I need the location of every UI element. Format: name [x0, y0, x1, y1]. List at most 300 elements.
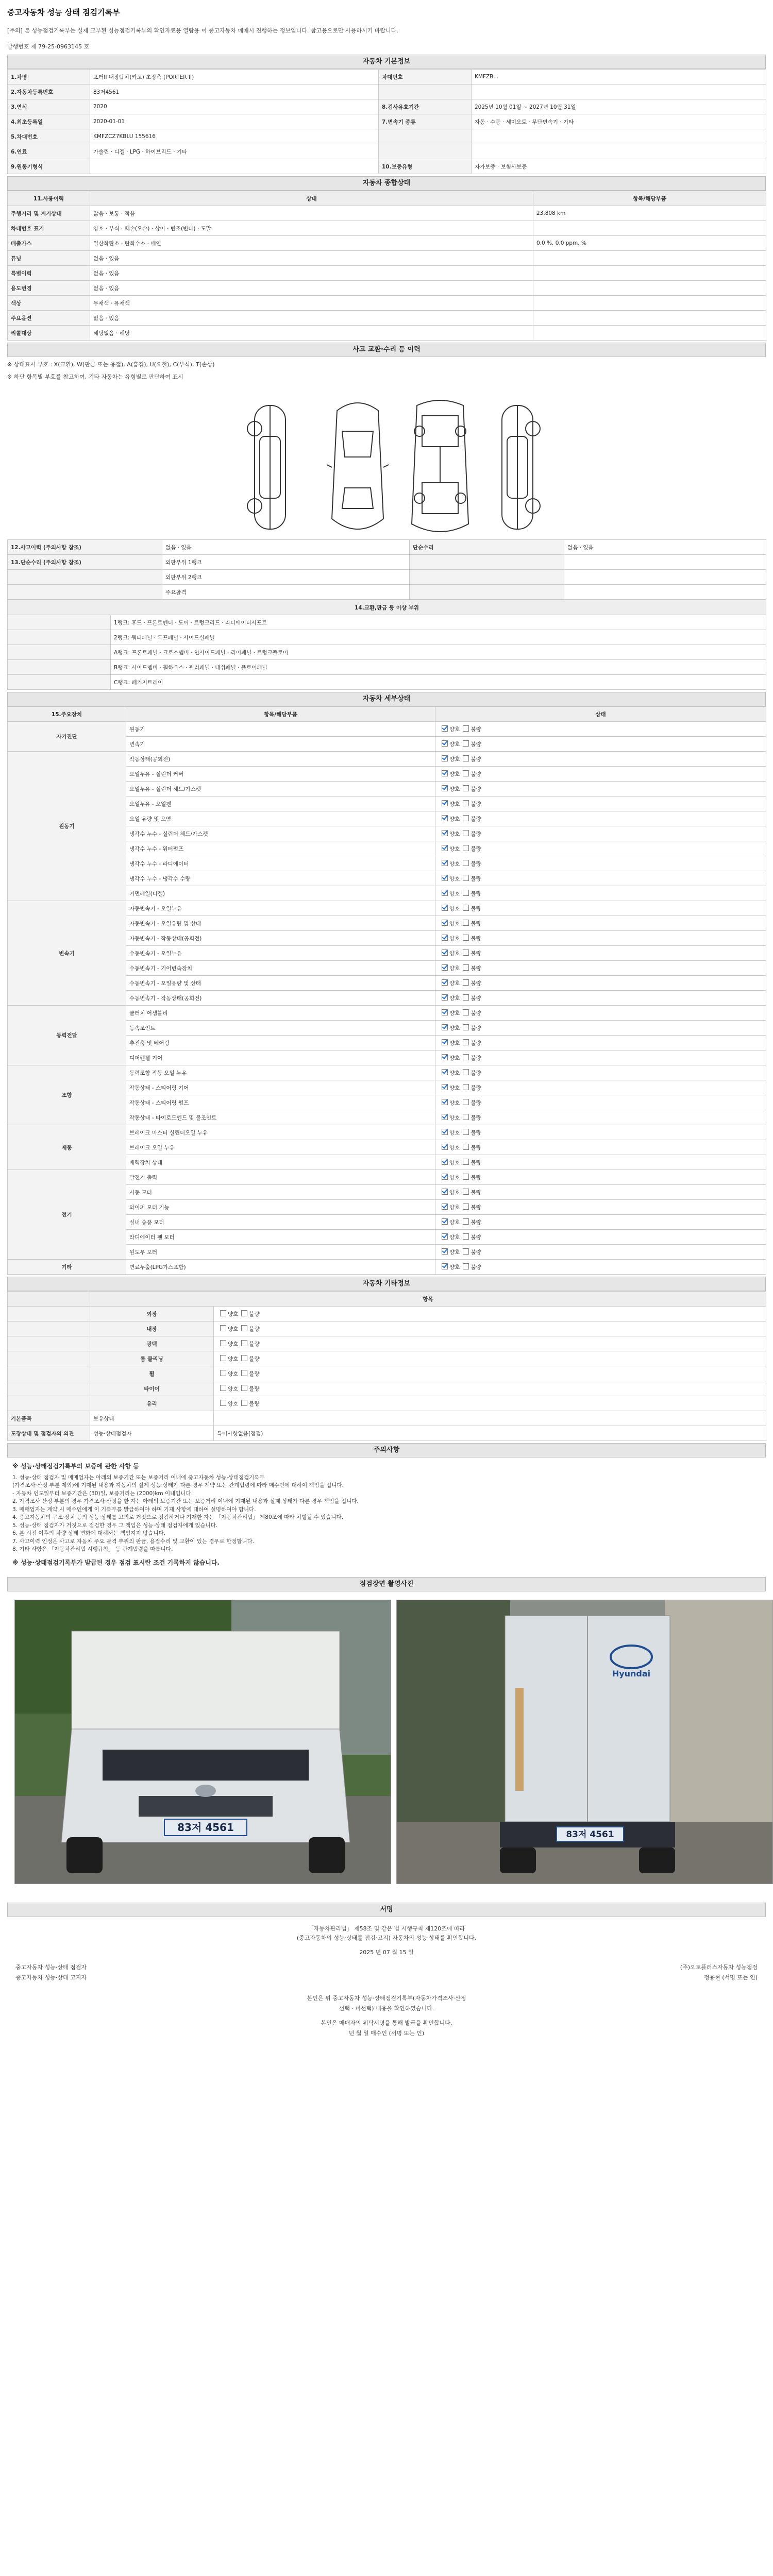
- damage-row: [8, 555, 766, 570]
- caution-line: 6. 본 시점 이후의 차량 상태 변화에 대해서는 책임지지 않습니다.: [12, 1530, 165, 1536]
- detail-state: 양호 불량: [435, 976, 766, 991]
- good-checkbox: [442, 770, 448, 776]
- damage-label: [8, 585, 162, 600]
- detail-state: 양호 불량: [435, 1245, 766, 1260]
- inspector-name: (주)오토플러스자동차 성능점검: [680, 1964, 758, 1971]
- damage-legend-2: ※ 하단 항목별 부호를 참고하여, 기타 자동차는 유형별로 판단하여 표시: [7, 374, 183, 380]
- receipt-block: [0, 1983, 773, 2039]
- detail-item: 오일누유 - 실린더 헤드/가스켓: [126, 782, 435, 796]
- good-checkbox: [442, 785, 448, 791]
- sign-text-1: 「자동차관리법」 제58조 및 같은 법 시행규칙 제120조에 따라: [308, 1925, 465, 1932]
- other-row: [8, 1366, 766, 1381]
- other-state: 양호 불량: [214, 1321, 766, 1336]
- basic-value: 포터II 내장탑차(카고) 초장축 (PORTER II): [90, 70, 379, 84]
- basic-label-2: 차대번호: [379, 70, 472, 84]
- car-outline-diagram: [7, 385, 766, 539]
- damage-row: [8, 540, 766, 555]
- receipt-text-2: 선택 · 미선택) 내용을 확인하였습니다.: [339, 2005, 434, 2012]
- detail-item: 브레이크 마스터 실린더오일 누유: [126, 1125, 435, 1140]
- basic-label: 6.연료: [8, 144, 90, 159]
- other-head: 항목: [90, 1292, 766, 1307]
- parts-row: [8, 675, 766, 690]
- other-extra-value: 보유상태: [90, 1411, 214, 1426]
- bad-checkbox: [463, 1129, 469, 1135]
- detail-group: 제동: [8, 1125, 126, 1170]
- detail-state: 양호 불량: [435, 1260, 766, 1275]
- overall-label: 배출가스: [8, 236, 90, 251]
- overall-row: [8, 326, 766, 341]
- bad-checkbox: [241, 1310, 247, 1316]
- basic-row: [8, 129, 766, 144]
- basic-value-2: 자가보증 · 보험사보증: [472, 159, 766, 174]
- bad-checkbox: [463, 860, 469, 866]
- caution-line: 1. 성능·상태 점검자 및 매매업자는 아래의 보증기간 또는 보증거리 이내에 중고자동차 성능·상태점검기록부: [12, 1474, 265, 1481]
- detail-item: 배력장치 상태: [126, 1155, 435, 1170]
- caution-line: 3. 매매업자는 계약 시 매수인에게 이 기록부를 발급하여야 하며 기재 사항에 대하여 설명하여야 합니다.: [12, 1506, 256, 1513]
- overall-label: 주행거리 및 계기상태: [8, 206, 90, 221]
- other-extra-value-2: [214, 1411, 766, 1426]
- good-checkbox: [442, 994, 448, 1001]
- detail-state: 양호 불량: [435, 1215, 766, 1230]
- detail-item: 클러치 어셈블리: [126, 1006, 435, 1021]
- overall-extra: [533, 266, 766, 281]
- good-checkbox: [442, 890, 448, 896]
- overall-row: [8, 311, 766, 326]
- other-state: 양호 불량: [214, 1396, 766, 1411]
- detail-status-table: [7, 706, 766, 1275]
- other-item: 타이어: [90, 1381, 214, 1396]
- damage-row: [8, 570, 766, 585]
- other-row: [8, 1321, 766, 1336]
- damage-options-2: [564, 555, 766, 570]
- good-checkbox: [442, 740, 448, 747]
- damage-label: [8, 570, 162, 585]
- damage-table: [7, 539, 766, 600]
- sign-block: [0, 1917, 773, 1957]
- basic-label-2: [379, 144, 472, 159]
- basic-label-2: 10.보증유형: [379, 159, 472, 174]
- detail-item: 오일누유 - 실린더 커버: [126, 767, 435, 782]
- other-extra-value: 성능·상태점검자: [90, 1426, 214, 1441]
- detail-item: 브레이크 오일 누유: [126, 1140, 435, 1155]
- detail-row: [8, 1260, 766, 1275]
- rear-plate-text: 83저 4561: [566, 1829, 614, 1840]
- section-sign: 서명: [7, 1903, 766, 1917]
- other-row: [8, 1336, 766, 1351]
- receipt-text-4: 년 월 일 매수인 (서명 또는 인): [348, 2030, 425, 2037]
- basic-value: 2020-01-01: [90, 114, 379, 129]
- detail-item: 디퍼렌셜 기어: [126, 1050, 435, 1065]
- overall-head: 항목/해당부품: [533, 191, 766, 206]
- bad-checkbox: [463, 1144, 469, 1150]
- caution-heading: ※ 성능·상태점검기록부의 보증에 관한 사항 등: [12, 1463, 139, 1470]
- parts-row: [8, 645, 766, 660]
- bad-checkbox: [463, 830, 469, 836]
- other-group: [8, 1351, 90, 1366]
- damage-options: 외판부위 1랭크: [162, 555, 410, 570]
- caution-line: - 자동차 인도일부터 보증기간은 (30)일, 보증거리는 (2000)km 이내입니다.: [12, 1490, 193, 1497]
- good-checkbox: [442, 979, 448, 986]
- detail-item: 원동기: [126, 722, 435, 737]
- other-item: 외장: [90, 1307, 214, 1321]
- detail-item: 발전기 출력: [126, 1170, 435, 1185]
- detail-item: 실내 송풍 모터: [126, 1215, 435, 1230]
- page-title: 중고자동차 성능 상태 점검기록부: [7, 8, 120, 17]
- detail-item: 오일 유량 및 오염: [126, 811, 435, 826]
- overall-options: 없음 · 있음: [90, 251, 533, 266]
- detail-item: 라디에이터 팬 모터: [126, 1230, 435, 1245]
- bad-checkbox: [463, 740, 469, 747]
- detail-row: [8, 901, 766, 916]
- detail-item: 윈도우 모터: [126, 1245, 435, 1260]
- other-row: [8, 1381, 766, 1396]
- detail-state: 양호 불량: [435, 767, 766, 782]
- other-extra-row: [8, 1411, 766, 1426]
- good-checkbox: [220, 1355, 226, 1361]
- caution-line: 8. 기타 사항은 「자동차관리법 시행규칙」 등 관계법령을 따릅니다.: [12, 1546, 173, 1552]
- bad-checkbox: [463, 1039, 469, 1045]
- basic-row: [8, 114, 766, 129]
- parts-value: 1랭크: 후드 · 프론트펜더 · 도어 · 트렁크리드 · 라디에이터서포트: [111, 615, 766, 630]
- damage-options-2: [564, 570, 766, 585]
- bad-checkbox: [463, 1233, 469, 1240]
- detail-state: 양호 불량: [435, 1006, 766, 1021]
- detail-group: 전기: [8, 1170, 126, 1260]
- bad-checkbox: [463, 1189, 469, 1195]
- good-checkbox: [442, 1233, 448, 1240]
- parts-rank-label: [8, 645, 111, 660]
- basic-value: 가솔린 · 디젤 · LPG · 하이브리드 · 기타: [90, 144, 379, 159]
- parts-rank-label: [8, 660, 111, 675]
- caution-line: (가격조사·산정 부분 제외)에 기재된 내용과 자동차의 실제 성능·상태가 다른 경우 계약 또는 관계법령에 따라 매수인에 대하여 책임을 집니다.: [12, 1482, 344, 1488]
- car-diagram: [7, 385, 766, 539]
- basic-label-2: [379, 129, 472, 144]
- good-checkbox: [220, 1370, 226, 1376]
- detail-state: 양호 불량: [435, 722, 766, 737]
- overall-extra: 0.0 %, 0.0 ppm, %: [533, 236, 766, 251]
- bad-checkbox: [463, 1009, 469, 1015]
- good-checkbox: [220, 1310, 226, 1316]
- parts-rank-label: [8, 675, 111, 690]
- parts-rank-label: [8, 630, 111, 645]
- bad-checkbox: [463, 845, 469, 851]
- good-checkbox: [220, 1385, 226, 1391]
- overall-head: 11.사용이력: [8, 191, 90, 206]
- basic-value-2: 2025년 10월 01일 ~ 2027년 10월 31일: [472, 99, 766, 114]
- good-checkbox: [442, 1174, 448, 1180]
- damage-row: [8, 585, 766, 600]
- sign-date: 2025 년 07 월 15 일: [359, 1949, 414, 1956]
- other-info-table: [7, 1291, 766, 1441]
- bad-checkbox: [463, 994, 469, 1001]
- detail-item: 냉각수 누수 - 워터펌프: [126, 841, 435, 856]
- detail-item: 작동상태 - 스티어링 펌프: [126, 1095, 435, 1110]
- detail-item: 동력조향 작동 오일 누유: [126, 1065, 435, 1080]
- detail-state: 양호 불량: [435, 901, 766, 916]
- detail-state: 양호 불량: [435, 1200, 766, 1215]
- bad-checkbox: [463, 755, 469, 761]
- bad-checkbox: [463, 800, 469, 806]
- good-checkbox: [442, 935, 448, 941]
- detail-state: 양호 불량: [435, 931, 766, 946]
- bad-checkbox: [463, 1084, 469, 1090]
- detail-item: 시동 모터: [126, 1185, 435, 1200]
- good-checkbox: [220, 1340, 226, 1346]
- bad-checkbox: [463, 1204, 469, 1210]
- detail-item: 자동변속기 - 작동상태(공회전): [126, 931, 435, 946]
- detail-item: 수동변속기 - 오일유량 및 상태: [126, 976, 435, 991]
- good-checkbox: [442, 845, 448, 851]
- other-row: [8, 1307, 766, 1321]
- other-item: 내장: [90, 1321, 214, 1336]
- bad-checkbox: [463, 890, 469, 896]
- basic-info-table: [7, 69, 766, 174]
- other-extra-value-2: 특이사항없음(점검): [214, 1426, 766, 1441]
- good-checkbox: [442, 1024, 448, 1030]
- detail-head: 상태: [435, 707, 766, 722]
- other-extra-label: 도장상태 및 점검자의 의견: [8, 1426, 90, 1441]
- bad-checkbox: [463, 1114, 469, 1120]
- bad-checkbox: [463, 1218, 469, 1225]
- basic-label: 9.원동기형식: [8, 159, 90, 174]
- section-damage: 사고 교환·수리 등 이력: [7, 343, 766, 357]
- receipt-text-3: 본인은 매매자의 위탁서명을 통해 발급을 확인합니다.: [321, 2020, 452, 2026]
- basic-label-2: [379, 84, 472, 99]
- basic-row: [8, 99, 766, 114]
- bad-checkbox: [463, 1263, 469, 1269]
- detail-state: 양호 불량: [435, 1170, 766, 1185]
- basic-value: 83저4561: [90, 84, 379, 99]
- other-group: [8, 1381, 90, 1396]
- good-checkbox: [220, 1400, 226, 1406]
- detail-row: [8, 1170, 766, 1185]
- detail-head: 항목/해당부품: [126, 707, 435, 722]
- basic-label: 3.연식: [8, 99, 90, 114]
- damage-options-2: [564, 585, 766, 600]
- basic-row: [8, 144, 766, 159]
- car-left-view: [247, 405, 285, 529]
- good-checkbox: [442, 920, 448, 926]
- overall-extra: [533, 221, 766, 236]
- other-item: 유리: [90, 1396, 214, 1411]
- overall-options: 많음 · 보통 · 적음: [90, 206, 533, 221]
- parts-row: [8, 615, 766, 630]
- overall-label: 특별이력: [8, 266, 90, 281]
- sign-text-2: (중고자동차의 성능·상태를 점검·고지) 자동차의 성능·상태를 확인합니다.: [296, 1935, 477, 1941]
- other-item: 광택: [90, 1336, 214, 1351]
- overall-label: 용도변경: [8, 281, 90, 296]
- detail-state: 양호 불량: [435, 1036, 766, 1050]
- detail-state: 양호 불량: [435, 856, 766, 871]
- parts-value: B랭크: 사이드멤버 · 휠하우스 · 필러패널 · 대쉬패널 · 플로어패널: [111, 660, 766, 675]
- overall-label: 튜닝: [8, 251, 90, 266]
- detail-item: 추진축 및 베어링: [126, 1036, 435, 1050]
- basic-value-2: [472, 84, 766, 99]
- good-checkbox: [442, 815, 448, 821]
- detail-item: 커먼레일(디젤): [126, 886, 435, 901]
- good-checkbox: [442, 950, 448, 956]
- overall-status-table: [7, 191, 766, 341]
- basic-value-2: [472, 129, 766, 144]
- basic-label: 1.차명: [8, 70, 90, 84]
- overall-row: [8, 266, 766, 281]
- basic-row: [8, 84, 766, 99]
- detail-group: 자기진단: [8, 722, 126, 752]
- parts-rank-label: [8, 615, 111, 630]
- overall-head: 상태: [90, 191, 533, 206]
- good-checkbox: [442, 1054, 448, 1060]
- notice-text: [주의] 본 성능점검기록부는 실제 교부된 성능점검기록부의 확인자료용 열람용 이 중고자동차 매매시 진행하는 정보입니다. 참고용으로만 사용하시기 바랍니다.: [7, 27, 398, 34]
- detail-head: 15.주요장치: [8, 707, 126, 722]
- bad-checkbox: [463, 785, 469, 791]
- bad-checkbox: [463, 725, 469, 732]
- good-checkbox: [442, 1084, 448, 1090]
- detail-state: 양호 불량: [435, 811, 766, 826]
- detail-state: 양호 불량: [435, 1021, 766, 1036]
- front-photo: [14, 1600, 391, 1884]
- bad-checkbox: [463, 935, 469, 941]
- overall-extra: [533, 326, 766, 341]
- detail-row: [8, 722, 766, 737]
- good-checkbox: [442, 800, 448, 806]
- parts-row: [8, 660, 766, 675]
- detail-item: 냉각수 누수 - 실린더 헤드/가스켓: [126, 826, 435, 841]
- good-checkbox: [442, 830, 448, 836]
- bad-checkbox: [241, 1325, 247, 1331]
- good-checkbox: [442, 964, 448, 971]
- overall-options: 무채색 · 유채색: [90, 296, 533, 311]
- bad-checkbox: [241, 1355, 247, 1361]
- good-checkbox: [442, 1129, 448, 1135]
- other-group: [8, 1336, 90, 1351]
- detail-state: 양호 불량: [435, 1080, 766, 1095]
- parts-value: 2랭크: 쿼터패널 · 루프패널 · 사이드실패널: [111, 630, 766, 645]
- detail-state: 양호 불량: [435, 916, 766, 931]
- detail-state: 양호 불량: [435, 961, 766, 976]
- basic-label: 4.최초등록일: [8, 114, 90, 129]
- car-right-view: [502, 405, 540, 529]
- receipt-text-1: 본인은 위 중고자동차 성능·상태점검기록부(자동차가격조사·산정: [307, 1995, 466, 2002]
- detail-state: 양호 불량: [435, 1050, 766, 1065]
- damage-label: 13.단순수리 (주의사항 참조): [8, 555, 162, 570]
- overall-label: 차대번호 표기: [8, 221, 90, 236]
- damage-parts-table: [7, 600, 766, 690]
- good-checkbox: [442, 1248, 448, 1255]
- overall-options: 일산화탄소 · 탄화수소 · 매연: [90, 236, 533, 251]
- overall-row: [8, 236, 766, 251]
- section-caution: 주의사항: [7, 1443, 766, 1458]
- inspection-photos: [14, 1600, 773, 1884]
- bad-checkbox: [463, 1099, 469, 1105]
- overall-extra: [533, 251, 766, 266]
- detail-state: 양호 불량: [435, 1110, 766, 1125]
- overall-options: 없음 · 있음: [90, 281, 533, 296]
- overall-options: 해당없음 · 해당: [90, 326, 533, 341]
- damage-options: 없음 · 있음: [162, 540, 410, 555]
- detail-row: [8, 752, 766, 767]
- caution-footer: ※ 성능·상태점검기록부가 발급된 경우 점검 표시란 조건 기록하지 않습니다.: [12, 1558, 220, 1566]
- detail-state: 양호 불량: [435, 946, 766, 961]
- good-checkbox: [442, 1009, 448, 1015]
- detail-state: 양호 불량: [435, 796, 766, 811]
- bad-checkbox: [241, 1340, 247, 1346]
- good-checkbox: [442, 1114, 448, 1120]
- basic-label: 5.차대번호: [8, 129, 90, 144]
- good-checkbox: [442, 725, 448, 732]
- detail-item: 변속기: [126, 737, 435, 752]
- basic-value-2: 자동 · 수동 · 세미오토 · 무단변속기 · 기타: [472, 114, 766, 129]
- detail-group: 변속기: [8, 901, 126, 1006]
- bad-checkbox: [463, 920, 469, 926]
- overall-row: [8, 206, 766, 221]
- basic-value: 2020: [90, 99, 379, 114]
- other-state: 양호 불량: [214, 1351, 766, 1366]
- basic-value: KMFZCZ7KBLU 155616: [90, 129, 379, 144]
- bad-checkbox: [463, 1054, 469, 1060]
- section-other: 자동차 기타정보: [7, 1277, 766, 1291]
- other-group: [8, 1366, 90, 1381]
- bad-checkbox: [463, 1069, 469, 1075]
- detail-item: 수동변속기 - 작동상태(공회전): [126, 991, 435, 1006]
- good-checkbox: [442, 1189, 448, 1195]
- overall-row: [8, 281, 766, 296]
- other-head-spacer: [8, 1292, 90, 1307]
- overall-extra: 23,808 km: [533, 206, 766, 221]
- overall-label: 리콜대상: [8, 326, 90, 341]
- detail-item: 오일누유 - 오일팬: [126, 796, 435, 811]
- detail-state: 양호 불량: [435, 1155, 766, 1170]
- bad-checkbox: [463, 1159, 469, 1165]
- detail-group: 조향: [8, 1065, 126, 1125]
- detail-state: 양호 불량: [435, 1230, 766, 1245]
- good-checkbox: [220, 1325, 226, 1331]
- damage-label: 12.사고이력 (주의사항 참조): [8, 540, 162, 555]
- damage-label-2: [410, 570, 564, 585]
- overall-extra: [533, 281, 766, 296]
- overall-options: 없음 · 있음: [90, 311, 533, 326]
- basic-row: [8, 159, 766, 174]
- damage-label-2: 단순수리: [410, 540, 564, 555]
- detail-state: 양호 불량: [435, 782, 766, 796]
- car-top-view: [327, 403, 389, 529]
- damage-legend-1: ※ 상태표시 부호 : X(교환), W(판금 또는 용접), A(흠집), U(요철), C(부식), T(손상): [7, 361, 215, 368]
- detail-state: 양호 불량: [435, 886, 766, 901]
- record-number: 발행번호 제 79-25-0963145 호: [7, 43, 90, 50]
- section-photos: 점검장면 촬영사진: [7, 1577, 766, 1591]
- detail-state: 양호 불량: [435, 871, 766, 886]
- detail-state: 양호 불량: [435, 1140, 766, 1155]
- other-extra-label: 기본품목: [8, 1411, 90, 1426]
- detail-item: 작동상태(공회전): [126, 752, 435, 767]
- good-checkbox: [442, 1039, 448, 1045]
- caution-notes: [0, 1458, 773, 1572]
- parts-title: 14.교환,판금 등 이상 부위: [8, 600, 766, 615]
- damage-options: 외판부위 2랭크: [162, 570, 410, 585]
- detail-group: 원동기: [8, 752, 126, 901]
- good-checkbox: [442, 1144, 448, 1150]
- good-checkbox: [442, 1069, 448, 1075]
- bad-checkbox: [241, 1400, 247, 1406]
- detail-item: 와이퍼 모터 기능: [126, 1200, 435, 1215]
- other-extra-row: [8, 1426, 766, 1441]
- detail-row: [8, 1006, 766, 1021]
- overall-row: [8, 251, 766, 266]
- bad-checkbox: [463, 950, 469, 956]
- other-state: 양호 불량: [214, 1336, 766, 1351]
- sign-parties: [0, 1957, 773, 1983]
- detail-item: 냉각수 누수 - 라디에이터: [126, 856, 435, 871]
- bad-checkbox: [241, 1370, 247, 1376]
